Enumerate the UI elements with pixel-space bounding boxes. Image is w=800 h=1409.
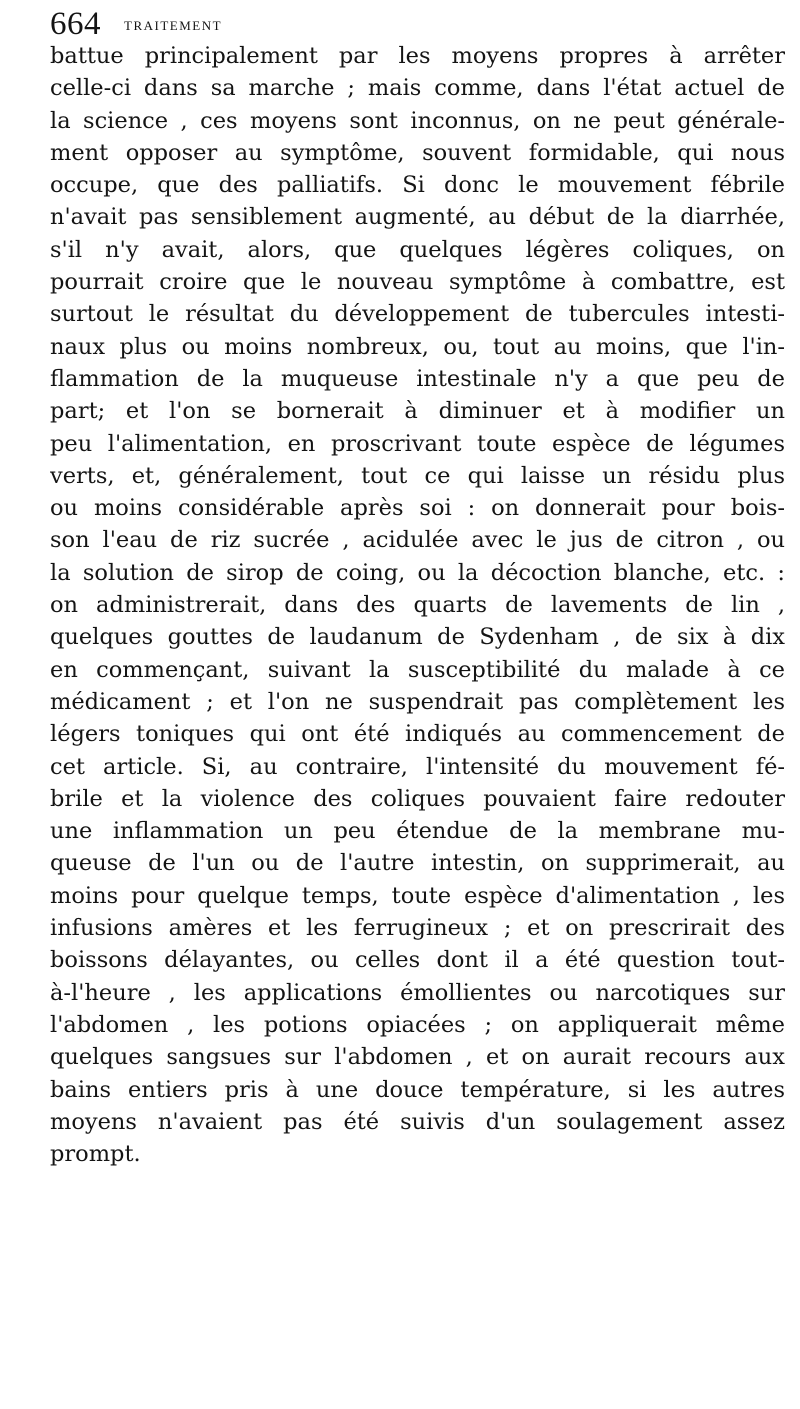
text-line: ou moins considérable après soi : on donnerait pour bois- (50, 495, 785, 522)
text-line: flammation de la muqueuse intestinale n'y a que peu de (50, 365, 785, 392)
text-line: part; et l'on se bornerait à diminuer et à modifier un (50, 398, 785, 425)
text-line: à-l'heure , les applications émollientes ou narcotiques sur (50, 979, 785, 1006)
text-line: quelques sangsues sur l'abdomen , et on aurait recours aux (50, 1044, 785, 1071)
text-line: surtout le résultat du développement de tubercules intesti- (50, 301, 785, 328)
text-line: naux plus ou moins nombreux, ou, tout au moins, que l'in- (50, 333, 785, 360)
text-line: on administrerait, dans des quarts de lavements de lin , (50, 592, 785, 619)
text-line: boissons délayantes, ou celles dont il a été question tout- (50, 947, 785, 974)
text-line: légers toniques qui ont été indiqués au commencement de (50, 721, 785, 748)
text-line: occupe, que des palliatifs. Si donc le mouvement fébrile (50, 172, 785, 199)
page-header (50, 4, 770, 44)
text-line: brile et la violence des coliques pouvaient faire redouter (50, 785, 785, 812)
text-line: la solution de sirop de coing, ou la décoction blanche, etc. : (50, 559, 785, 586)
text-line: l'abdomen , les potions opiacées ; on appliquerait même (50, 1011, 785, 1038)
text-line: s'il n'y avait, alors, que quelques légères coliques, on (50, 236, 785, 263)
text-line: médicament ; et l'on ne suspendrait pas complètement les (50, 688, 785, 715)
text-line: peu l'alimentation, en proscrivant toute espèce de légumes (50, 430, 785, 457)
page-number: 664 (50, 6, 101, 42)
text-line: son l'eau de riz sucrée , acidulée avec le jus de citron , ou (50, 527, 785, 554)
text-line: cet article. Si, au contraire, l'intensité du mouvement fé- (50, 753, 785, 780)
text-line: moyens n'avaient pas été suivis d'un soulagement assez (50, 1108, 785, 1135)
text-line: celle-ci dans sa marche ; mais comme, dans l'état actuel de (50, 75, 785, 102)
text-line: n'avait pas sensiblement augmenté, au début de la diarrhée, (50, 204, 785, 231)
text-line: en commençant, suivant la susceptibilité du malade à ce (50, 656, 785, 683)
body-text (50, 40, 785, 1170)
text-line: bains entiers pris à une douce température, si les autres (50, 1076, 785, 1103)
text-line: quelques gouttes de laudanum de Sydenham , de six à dix (50, 624, 785, 651)
text-line: battue principalement par les moyens propres à arrêter (50, 43, 785, 69)
text-line: la science , ces moyens sont inconnus, on ne peut générale- (50, 107, 785, 134)
text-line: queuse de l'un ou de l'autre intestin, on supprimerait, au (50, 850, 785, 877)
text-line: prompt. (50, 1141, 141, 1168)
text-line: infusions amères et les ferrugineux ; et on prescrirait des (50, 915, 785, 942)
text-line: verts, et, généralement, tout ce qui laisse un résidu plus (50, 462, 785, 489)
text-line: une inflammation un peu étendue de la membrane mu- (50, 818, 785, 845)
text-line: moins pour quelque temps, toute espèce d'alimentation , les (50, 882, 785, 909)
running-head: TRAITEMENT (124, 18, 223, 33)
text-line: ment opposer au symptôme, souvent formidable, qui nous (50, 139, 785, 166)
text-line: pourrait croire que le nouveau symptôme à combattre, est (50, 269, 785, 296)
